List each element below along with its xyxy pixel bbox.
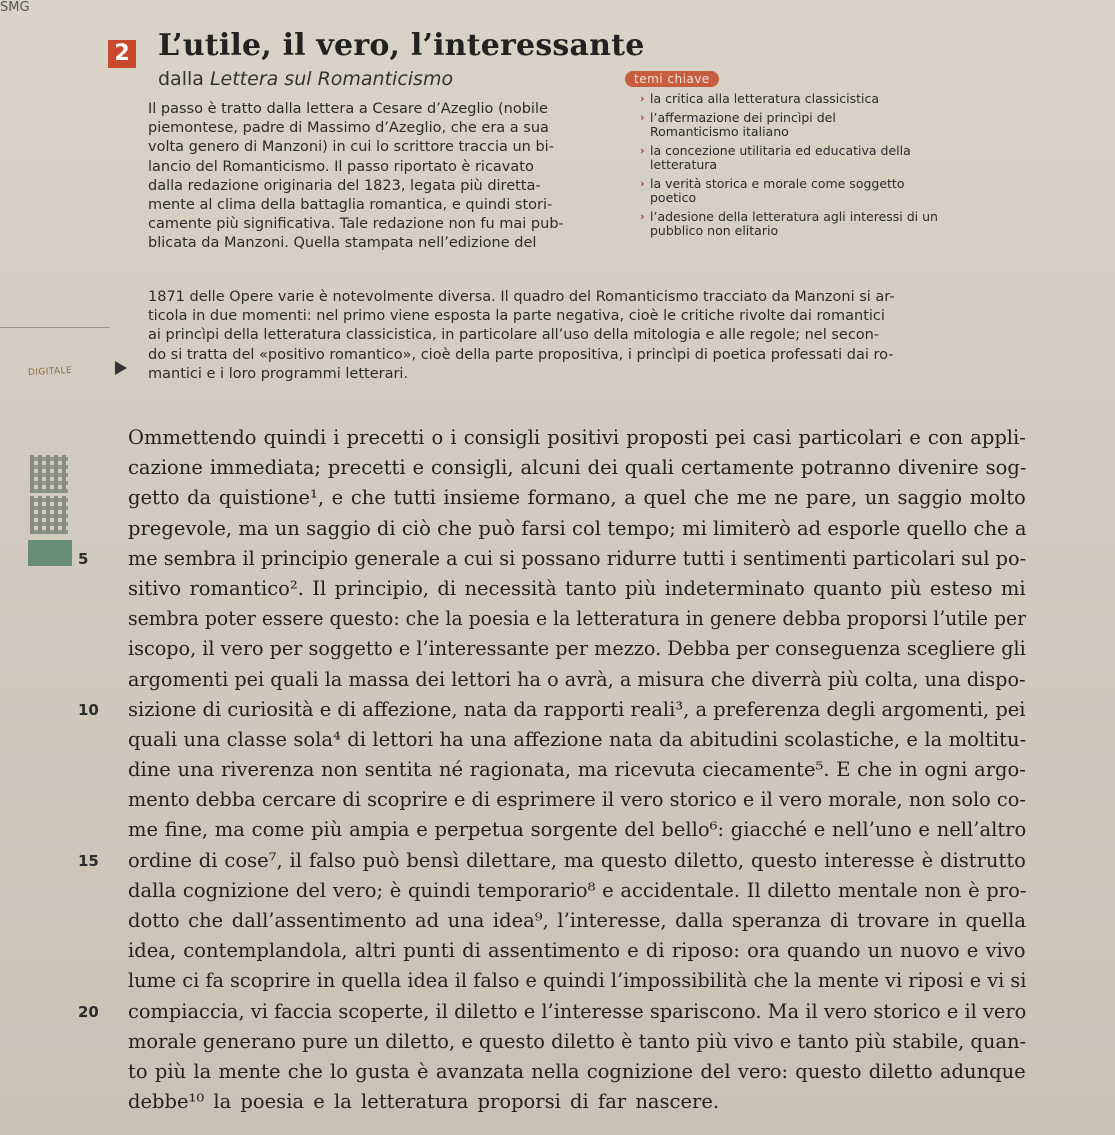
text-line-content: me fine, ma come più ampia e perpetua sorgente del bello⁶: giacché e nell’uno e nell’altro (128, 818, 1027, 842)
line-number: 20 (78, 1002, 99, 1021)
subtitle-work: Lettera sul Romanticismo (209, 68, 454, 90)
intro-line: dalla redazione originaria del 1823, legata più diretta- (148, 177, 541, 194)
margin-divider (0, 327, 110, 328)
text-line-content: compiaccia, vi faccia scoperte, il diletto e l’interesse spariscono. Ma il vero storico e il vero (128, 999, 1027, 1023)
text-line-content: me sembra il principio generale a cui si possano ridurre tutti i sentimenti particolari sul po- (128, 546, 1027, 570)
main-text (78, 423, 1027, 1117)
text-line-content: getto da quistione¹, e che tutti insieme formano, a quel che me ne pare, un saggio molto (128, 486, 1026, 510)
text-line (128, 483, 1026, 513)
text-line-content: Ommettendo quindi i precetti o i consigli positivi proposti pei casi particolari e con appli- (128, 426, 1026, 449)
text-line-content: iscopo, il vero per soggetto e l’interessante per mezzo. Debba per conseguenza scegliere gli (128, 637, 1026, 661)
text-line (128, 785, 1026, 815)
intro-line: camente più significativa. Tale redazione non fu mai pub- (148, 216, 564, 233)
intro-line: ai princìpi della letteratura classicistica, in particolare all’uso della mitologia e alle regole; nel secon- (148, 327, 880, 344)
text-line (128, 514, 1026, 544)
key-theme-item (640, 92, 970, 106)
text-line (128, 906, 1026, 936)
key-themes-label: temi chiave (625, 71, 719, 87)
text-line (128, 604, 1026, 634)
line-number: 15 (78, 851, 99, 870)
text-line (78, 997, 1027, 1027)
intro-line: do si tratta del «positivo romantico», cioè della parte propositiva, i princìpi di poetica professati dai ro- (148, 346, 894, 363)
text-line (128, 1087, 1026, 1117)
key-theme-text: l’affermazione dei princìpi del Romanticismo italiano (650, 110, 836, 139)
text-line-content: debbe¹⁰ la poesia e la letteratura proporsi di far nascere. (128, 1090, 720, 1114)
arrow-icon: › (640, 92, 645, 105)
key-theme-item (640, 111, 870, 139)
subtitle (158, 68, 453, 90)
page-title: L’utile, il vero, l’interessante (158, 28, 645, 63)
text-line (128, 815, 1026, 845)
text-line (128, 665, 1026, 695)
text-line-content: sizione di curiosità e di affezione, nata da rapporti reali³, a preferenza degli argomenti, pei (128, 697, 1026, 721)
intro-line: lancio del Romanticismo. Il passo riportato è ricavato (148, 158, 534, 175)
intro-line: mantici e i loro programmi letterari. (148, 365, 409, 382)
text-line (128, 936, 1026, 966)
intro-line: 1871 delle Opere varie è notevolmente diversa. Il quadro del Romanticismo tracciato da Manzoni si ar- (148, 289, 895, 305)
text-line (128, 1057, 1026, 1087)
key-theme-item (640, 210, 950, 238)
text-line-content: cazione immediata; precetti e consigli, alcuni dei quali certamente potranno divenire sog- (128, 456, 1027, 480)
text-line-content: mento debba cercare di scoprire e di esprimere il vero storico e il vero morale, non solo co- (128, 788, 1026, 812)
text-line-content: argomenti pei quali la massa dei lettori ha o avrà, a misura che diverrà più colta, una dispo- (128, 667, 1026, 691)
corner-text: SMG (0, 0, 30, 15)
intro-line: Il passo è tratto dalla lettera a Cesare d’Azeglio (nobile (148, 101, 548, 117)
text-line (128, 1027, 1026, 1057)
text-line (128, 423, 1026, 453)
arrow-icon: › (640, 111, 645, 124)
text-line (128, 876, 1026, 906)
text-line-content: sitivo romantico². Il principio, di necessità tanto più indeterminato quanto più esteso mi (128, 576, 1026, 600)
text-line (128, 725, 1026, 755)
key-theme-text: la verità storica e morale come soggetto poetico (650, 176, 905, 205)
text-line (128, 966, 1026, 996)
text-line (128, 574, 1026, 604)
intro-line: blicata da Manzoni. Quella stampata nell’edizione del (148, 235, 537, 252)
audio-icon[interactable] (28, 540, 72, 566)
arrow-icon: › (640, 144, 645, 157)
section-number-badge: 2 (108, 40, 136, 68)
subtitle-prefix: dalla (158, 68, 210, 90)
arrow-icon: › (640, 210, 645, 223)
key-theme-item (640, 177, 920, 205)
key-theme-text: la critica alla letteratura classicistica (650, 91, 880, 106)
text-line-content: dalla cognizione del vero; è quindi temporario⁸ e accidentale. Il diletto mentale non è pro- (128, 878, 1027, 902)
qr-code-icon[interactable] (30, 496, 68, 534)
qr-code-icon[interactable] (30, 455, 68, 493)
text-line (128, 755, 1026, 785)
text-line (128, 634, 1026, 664)
arrow-icon: › (640, 177, 645, 190)
intro-line: ticola in due momenti: nel primo viene esposta la parte negativa, cioè le critiche rivolte dai romantici (148, 308, 885, 325)
intro-paragraph (148, 100, 614, 254)
line-number: 5 (78, 549, 89, 568)
key-theme-text: la concezione utilitaria ed educativa della letteratura (650, 143, 911, 172)
digitale-tag: DIGITALE (27, 365, 73, 379)
text-line (78, 846, 1026, 876)
intro-line: volta genero di Manzoni) in cui lo scrittore traccia un bi- (148, 139, 554, 156)
key-theme-item (640, 144, 935, 172)
text-line-content: morale generano pure un diletto, e questo diletto è tanto più vivo e tanto più stabile, quan- (128, 1029, 1027, 1053)
intro-line: mente al clima della battaglia romantica, e quindi stori- (148, 197, 553, 214)
text-line-content: sembra poter essere questo: che la poesia e la letteratura in genere debba proporsi l’utile per (128, 607, 1027, 631)
text-line-content: idea, contemplandola, altri punti di assentimento e di riposo: ora quando un nuovo e vivo (128, 939, 1026, 963)
text-line-content: quali una classe sola⁴ di lettori ha una affezione nata da abitudini scolastiche, e la moltitu- (128, 727, 1027, 751)
text-line-content: ordine di cose⁷, il falso può bensì dilettare, ma questo diletto, questo interesse è distrutto (128, 848, 1026, 872)
text-line (78, 695, 1026, 725)
key-themes-list (640, 92, 970, 243)
arrow-icon (115, 361, 127, 375)
text-line-content: pregevole, ma un saggio di ciò che può farsi col tempo; mi limiterò ad esporle quello che a (128, 516, 1027, 540)
line-number: 10 (78, 700, 99, 719)
text-line (78, 544, 1027, 574)
text-line (128, 453, 1026, 483)
text-line-content: lume ci fa scoprire in quella idea il falso e quindi l’impossibilità che la mente vi riposi e vi si (128, 969, 1027, 993)
text-line-content: dotto che dall’assentimento ad una idea⁹, l’interesse, dalla speranza di trovare in quella (128, 909, 1027, 932)
intro-line: piemontese, padre di Massimo d’Azeglio, che era a sua (148, 120, 549, 137)
text-line-content: dine una riverenza non sentita né ragionata, ma ricevuta ciecamente⁵. E che in ogni argo- (128, 758, 1026, 782)
intro-paragraph-continued (148, 288, 1108, 384)
text-line-content: to più la mente che lo gusta è avanzata nella cognizione del vero: questo diletto adunque (128, 1059, 1026, 1083)
key-theme-text: l’adesione della letteratura agli interessi di un pubblico non elitario (650, 209, 938, 238)
